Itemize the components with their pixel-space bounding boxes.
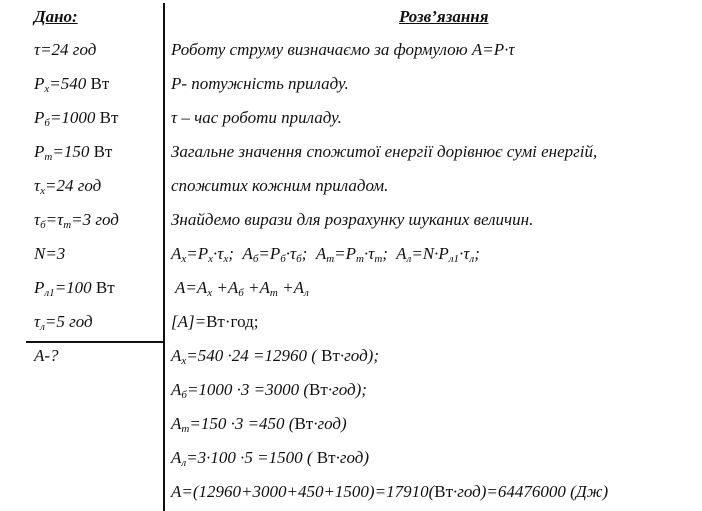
given-tau: τ=24 год: [34, 40, 97, 59]
given-pb: $P_б=1000$ Вт: [34, 108, 119, 129]
given-n: N=3: [34, 244, 66, 263]
given-taux: $\tau_x=24$ год: [34, 176, 102, 197]
solution-header: Розв’язання: [399, 7, 489, 26]
given-taul: $\tau_л=5$ год: [34, 312, 93, 333]
given-taub-taum: $\tau_б=\tau_m=3$ год: [34, 210, 119, 231]
column-divider: [163, 3, 165, 511]
given-pm: $P_m=150$ Вт: [34, 142, 113, 163]
solution-line-7: $A_х=P_х\cdot\tau_х$; $A_б=P_б\cdot\tau_б$; $A_m=P_m\cdot\tau_m$; $A_л=N\cdot P_{л1}\cdot\tau_л$;: [171, 244, 480, 265]
find-separator-line: [26, 341, 164, 343]
solution-line-14: A=(12960+3000+450+1500)=17910(Вт·год)=64476000 (Дж): [171, 482, 609, 501]
solution-line-13: $A_л=3\cdot 100 \cdot 5 =1500$ ( Вт·год): [171, 448, 369, 469]
given-header: Дано:: [34, 7, 78, 26]
given-px: $P_x=540$ Вт: [34, 74, 110, 95]
solution-line-12: $A_m=150 \cdot 3 =450$ (Вт·год): [171, 414, 347, 435]
solution-line-11: $A_б=1000 \cdot 3 =3000$ (Вт·год);: [171, 380, 367, 401]
solution-line-3: τ – час роботи приладу.: [171, 108, 342, 127]
given-pl1: $P_{л1}=100$ Вт: [34, 278, 115, 299]
solution-line-1: Роботу струму визначаємо за формулою A=P·τ: [171, 40, 515, 59]
solution-line-5: спожитих кожним приладом.: [171, 176, 389, 195]
solution-line-2: P- потужність приладу.: [171, 74, 349, 93]
given-find: А-?: [34, 346, 59, 365]
solution-line-8: $A=A_х +A_б +A_m +A_л$: [175, 278, 309, 299]
solution-line-4: Загальне значення спожитої енергії дорівнює сумі енергій,: [171, 142, 598, 161]
solution-line-6: Знайдемо вирази для розрахунку шуканих величин.: [171, 210, 534, 229]
given-panel: [0, 0, 164, 511]
solution-line-9: [A]=Вт·год;: [171, 312, 259, 331]
solution-line-10: $A_х=540 \cdot 24 =12960$ ( Вт·год);: [171, 346, 380, 367]
